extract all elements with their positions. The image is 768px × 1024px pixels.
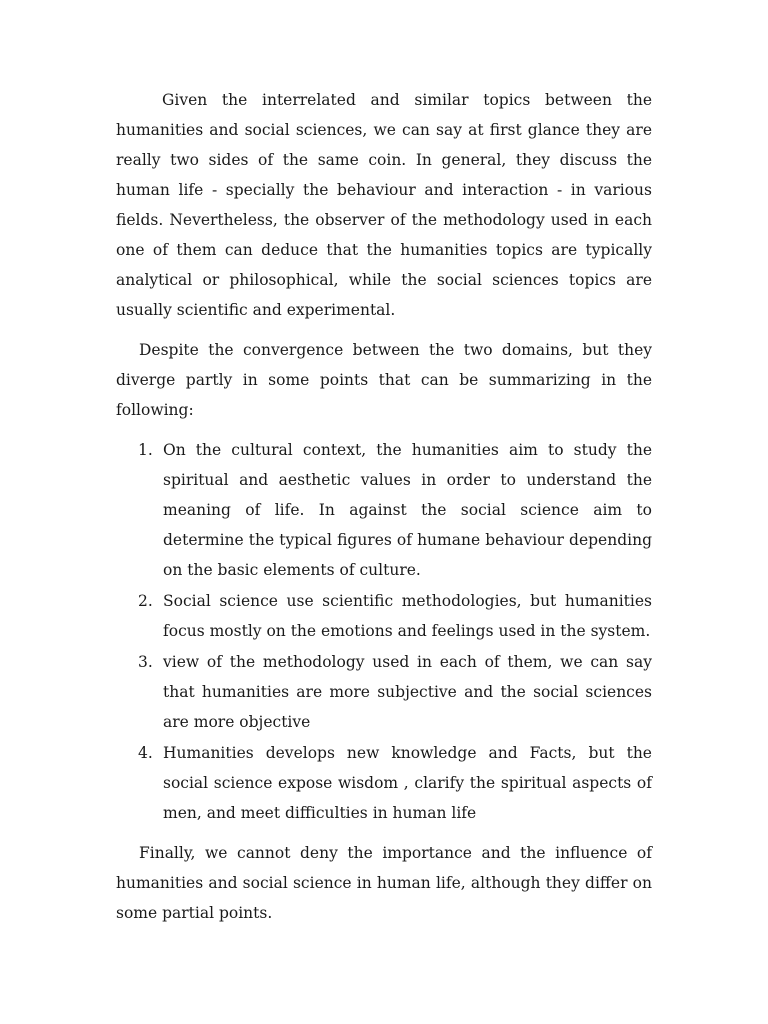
list-item-number: 1.: [138, 441, 153, 459]
list-item: [116, 738, 652, 828]
list-item-text: Humanities develops new knowledge and Facts, but the social science expose wisdom , clarify the spiritual aspects of men, and meet difficulties in human life: [163, 744, 652, 822]
paragraph-intro: Given the interrelated and similar topics between the humanities and social sciences, we can say at first glance they are really two sides of the same coin. In general, they discuss the human life - specially the behaviour and interaction - in various fields. Nevertheless, the observer of the methodology used in each one of them can deduce that the humanities topics are typically analytical or philosophical, while the social sciences topics are usually scientific and experimental.: [116, 91, 652, 319]
list-item-number: 3.: [138, 653, 153, 671]
list-item: [116, 586, 652, 646]
paragraph-divergence: Despite the convergence between the two domains, but they diverge partly in some points that can be summarizing in the following:: [116, 341, 652, 419]
document-body: [116, 85, 652, 928]
points-list: [116, 435, 652, 828]
list-item: [116, 435, 652, 585]
paragraph-conclusion: Finally, we cannot deny the importance and the influence of humanities and social science in human life, although they differ on some partial points.: [116, 844, 652, 922]
list-item: [116, 647, 652, 737]
list-item-number: 2.: [138, 592, 153, 610]
list-item-number: 4.: [138, 744, 153, 762]
list-item-text: On the cultural context, the humanities aim to study the spiritual and aesthetic values in order to understand the meaning of life. In against the social science aim to determine the typical figures of humane behaviour depending on the basic elements of culture.: [163, 441, 652, 579]
list-item-text: Social science use scientific methodologies, but humanities focus mostly on the emotions and feelings used in the system.: [163, 592, 652, 640]
list-item-text: view of the methodology used in each of them, we can say that humanities are more subjective and the social sciences are more objective: [163, 653, 652, 731]
